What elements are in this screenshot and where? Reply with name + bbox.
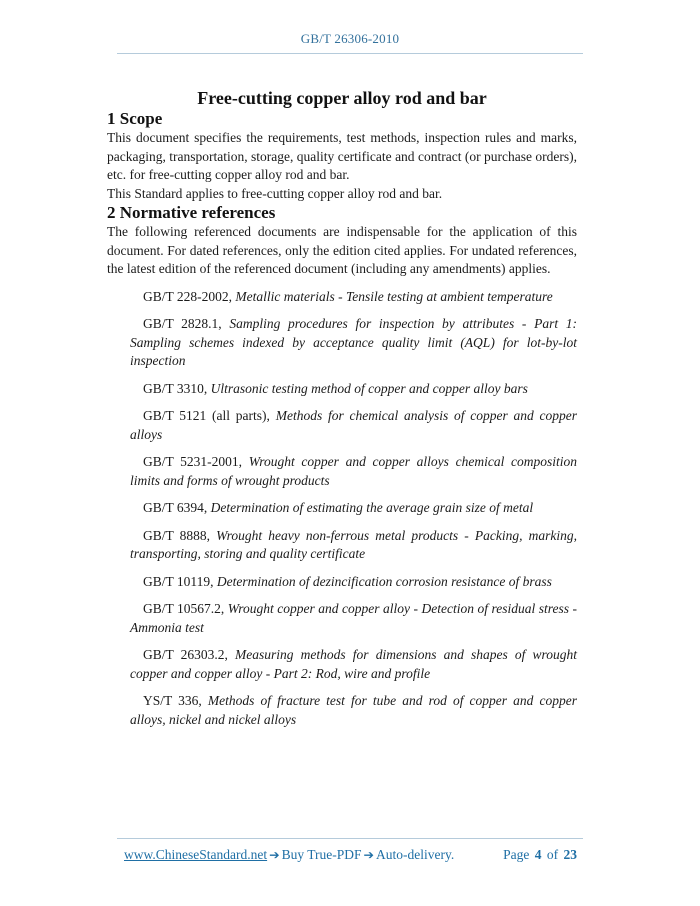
reference-item	[107, 573, 577, 592]
scope-paragraph-1: This document specifies the requirements, test methods, inspection rules and marks, packaging, transportation, storage, quality certificate and contract (or purchase orders), etc. for free-cutting copper alloy rod and bar.	[107, 130, 577, 182]
reference-item	[107, 407, 577, 444]
section-heading-normative-references: 2 Normative references	[107, 203, 276, 222]
page-footer	[124, 847, 577, 863]
reference-item	[107, 380, 577, 399]
arrow-right-icon: ➔	[363, 847, 374, 862]
reference-title: Ultrasonic testing method of copper and copper alloy bars	[210, 380, 528, 396]
chinesestandard-link[interactable]: www.ChineseStandard.net	[124, 847, 268, 862]
reference-code: GB/T 228-2002,	[143, 288, 233, 304]
reference-code: GB/T 2828.1,	[143, 316, 222, 331]
reference-item	[107, 646, 577, 683]
reference-title: Determination of dezincification corrosion resistance of brass	[216, 573, 552, 589]
running-header-doc-number: GB/T 26306-2010	[300, 31, 400, 46]
reference-title: Determination of estimating the average grain size of metal	[210, 500, 534, 515]
reference-item	[107, 600, 577, 637]
reference-title: Wrought copper and copper alloys chemical composition limits and forms of wrought products	[130, 454, 578, 488]
page-current: 4	[534, 847, 542, 862]
reference-title: Measuring methods for dimensions and shapes of wrought copper and copper alloy - Part 2: Rod, wire and profile	[130, 647, 577, 681]
reference-title: Metallic materials - Tensile testing at ambient temperature	[235, 288, 553, 304]
page-content	[107, 0, 577, 729]
footer-auto-delivery-label: Auto-delivery.	[375, 847, 455, 862]
reference-code: GB/T 8888,	[143, 527, 211, 543]
arrow-right-icon: ➔	[269, 847, 280, 862]
reference-title: Wrought copper and copper alloy - Detection of residual stress - Ammonia test	[130, 601, 578, 635]
reference-code: GB/T 26303.2,	[143, 647, 228, 662]
reference-item	[107, 315, 577, 371]
reference-title: Methods of fracture test for tube and rod of copper and copper alloys, nickel and nickel alloys	[130, 693, 577, 727]
footer-buy-true-pdf-label: Buy True-PDF	[281, 847, 362, 862]
reference-code: GB/T 10119,	[143, 573, 214, 589]
reference-code: GB/T 5231-2001,	[143, 454, 243, 469]
reference-title: Sampling procedures for inspection by attributes - Part 1: Sampling schemes indexed by acceptance quality limit (AQL) for lot-by-lot inspection	[130, 316, 578, 368]
reference-code: GB/T 6394,	[143, 500, 208, 515]
normative-intro-paragraph: The following referenced documents are indispensable for the application of this document. For dated references, only the edition cited applies. For undated references, the latest edition of the referenced document (including any amendments) applies.	[107, 224, 577, 276]
reference-title: Methods for chemical analysis of copper and copper alloys	[130, 408, 578, 442]
reference-code: GB/T 3310,	[143, 380, 208, 396]
footer-divider	[117, 838, 583, 839]
reference-code: YS/T 336,	[143, 693, 202, 708]
reference-item	[107, 527, 577, 564]
footer-left	[124, 847, 454, 863]
section-heading-scope: 1 Scope	[107, 109, 163, 128]
reference-title: Wrought heavy non-ferrous metal products - Packing, marking, transporting, storing and quality certificate	[130, 527, 577, 561]
reference-code: GB/T 5121 (all parts),	[143, 408, 270, 423]
page-title: Free-cutting copper alloy rod and bar	[197, 88, 487, 108]
reference-item	[107, 453, 577, 490]
page-label: Page	[503, 847, 530, 862]
page-indicator	[503, 847, 577, 863]
page-total: 23	[563, 847, 577, 862]
reference-list	[107, 288, 577, 730]
reference-item	[107, 499, 577, 518]
reference-item	[107, 692, 577, 729]
of-label: of	[546, 847, 559, 862]
scope-paragraph-2: This Standard applies to free-cutting copper alloy rod and bar.	[107, 185, 443, 201]
reference-code: GB/T 10567.2,	[143, 601, 225, 616]
reference-item	[107, 288, 577, 307]
